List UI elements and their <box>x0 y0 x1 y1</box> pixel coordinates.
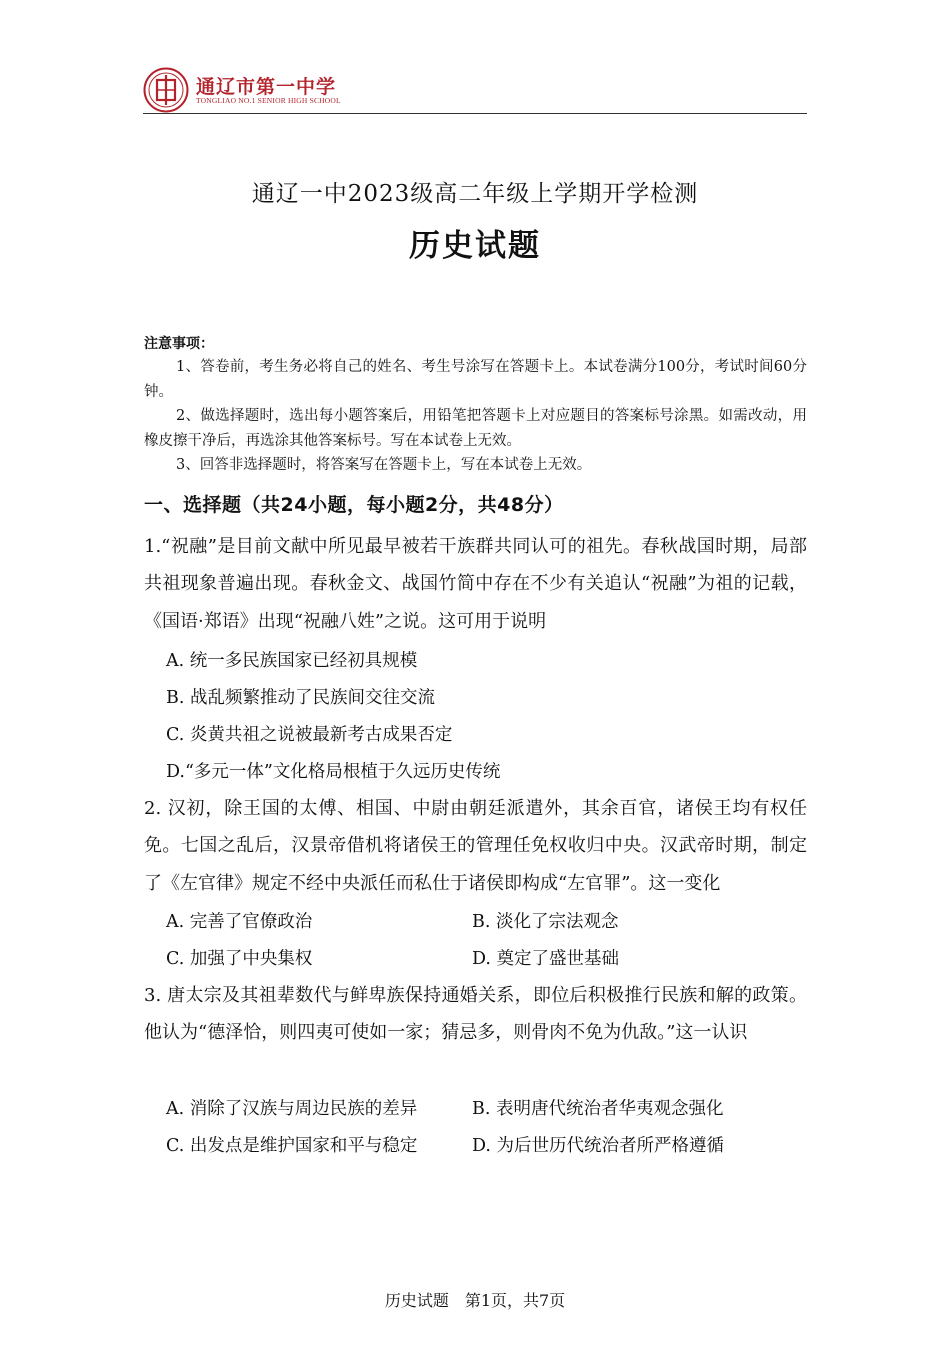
page-footer: 历史试题 第1页，共7页 <box>384 1291 566 1310</box>
header-divider <box>143 113 807 114</box>
question-3-option-b: B. 表明唐代统治者华夷观念强化 <box>472 1099 724 1119</box>
notice-heading: 注意事项： <box>144 336 214 352</box>
question-2-stem: 2. 汉初，除王国的太傅、相国、中尉由朝廷派遣外，其余百官，诸侯王均有权任免。七国之乱后，汉景帝借机将诸侯王的管理任免权收归中央。汉武帝时期，制定了《左官律》规定不经中央派任而私仕于诸侯即构成“左官罪”。这一变化 <box>144 798 807 894</box>
notice-list <box>144 355 807 478</box>
question-2-option-c: C. 加强了中央集权 <box>166 949 313 969</box>
question-3-stem: 3. 唐太宗及其祖辈数代与鲜卑族保持通婚关系，即位后积极推行民族和解的政策。他认为“德泽恰，则四夷可使如一家；猜忌多，则骨肉不免为仇敌。”这一认识 <box>144 985 807 1044</box>
section-heading: 一、选择题（共24小题，每小题2分，共48分） <box>144 494 564 516</box>
question-2-option-d: D. 奠定了盛世基础 <box>472 949 620 969</box>
question-1-option-c: C. 炎黄共祖之说被最新考古成果否定 <box>166 725 453 745</box>
exam-title: 历史试题 <box>409 228 541 264</box>
notice-item: 2、做选择题时，选出每小题答案后，用铅笔把答题卡上对应题目的答案标号涂黑。如需改动，用橡皮擦干净后，再选涂其他答案标号。写在本试卷上无效。 <box>144 408 807 449</box>
notice-item: 3、回答非选择题时，将答案写在答题卡上，写在本试卷上无效。 <box>176 457 592 473</box>
notice-item: 1、答卷前，考生务必将自己的姓名、考生号涂写在答题卡上。本试卷满分100分，考试时间60分钟。 <box>144 359 807 400</box>
school-name-english: TONGLIAO NO.1 SENIOR HIGH SCHOOL <box>196 96 341 105</box>
school-name: 通辽市第一中学 <box>196 76 337 98</box>
question-3-option-d: D. 为后世历代统治者所严格遵循 <box>472 1136 725 1156</box>
question-3-option-c: C. 出发点是维护国家和平与稳定 <box>166 1136 418 1156</box>
question-1-option-b: B. 战乱频繁推动了民族间交往交流 <box>166 688 435 708</box>
question-2-option-b: B. 淡化了宗法观念 <box>472 912 619 932</box>
school-seal-icon <box>143 67 189 113</box>
question-1-option-d: D.“多元一体”文化格局根植于久远历史传统 <box>166 762 501 782</box>
question-1-option-a: A. 统一多民族国家已经初具规模 <box>166 651 418 671</box>
question-3-option-a: A. 消除了汉族与周边民族的差异 <box>166 1099 418 1119</box>
question-1-stem: 1.“祝融”是目前文献中所见最早被若干族群共同认可的祖先。春秋战国时期，局部共祖现象普遍出现。春秋金文、战国竹简中存在不少有关追认“祝融”为祖的记载，《国语·郑语》出现“祝融八姓”之说。这可用于说明 <box>144 536 807 632</box>
question-2-option-a: A. 完善了官僚政治 <box>166 912 313 932</box>
exam-subtitle: 通辽一中2023级高二年级上学期开学检测 <box>251 181 699 207</box>
